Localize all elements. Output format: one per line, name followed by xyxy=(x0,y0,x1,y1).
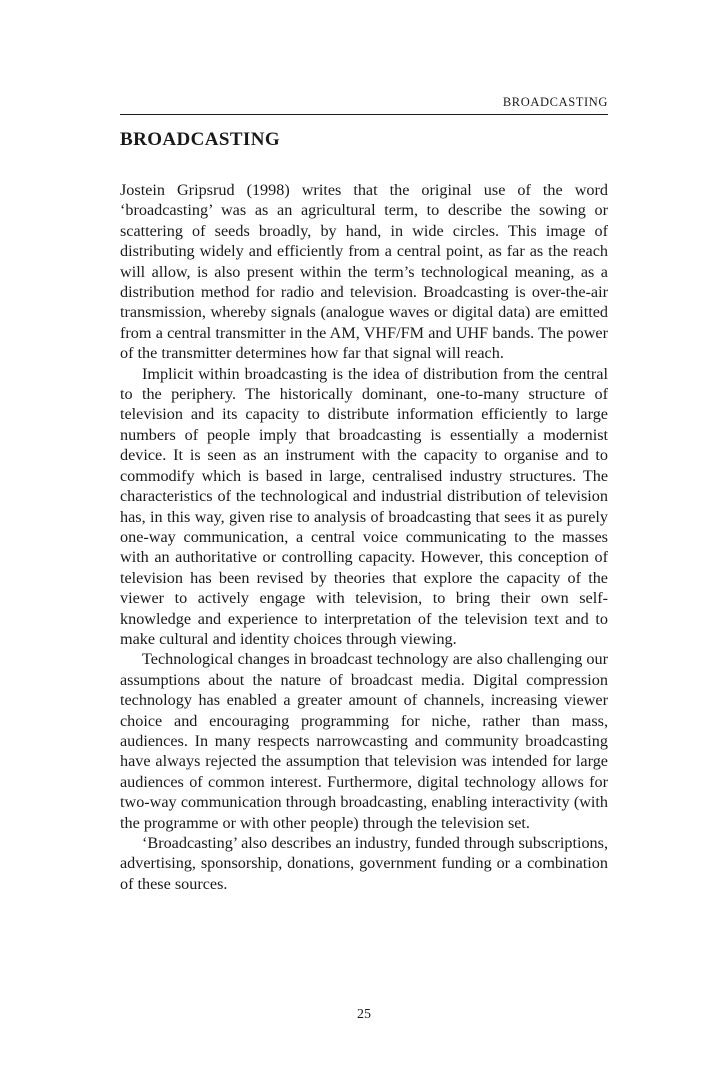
entry-title: BROADCASTING xyxy=(120,129,280,150)
header-rule xyxy=(120,114,608,115)
paragraph-4: ‘Broadcasting’ also describes an industry, funded through subscriptions, advertising, sponsorship, donations, government funding or a combination of these sources. xyxy=(120,834,608,893)
paragraph-1: Jostein Gripsrud (1998) writes that the original use of the word ‘broadcasting’ was as an agricultural term, to describe the sowing or scattering of seeds broadly, by hand, in wide circles. This image of distributing widely and efficiently from a central point, as far as the reach will allow, is also present within the term’s technological meaning, as a distribution method for radio and television. Broadcasting is over-the-air transmission, whereby signals (analogue waves or digital data) are emitted from a central transmitter in the AM, VHF/FM and UHF bands. The power of the transmitter determines how far that signal will reach. xyxy=(120,181,608,363)
page-number: 25 xyxy=(357,1007,371,1022)
paragraph-3: Technological changes in broadcast technology are also challenging our assumptions about the nature of broadcast media. Digital compression technology has enabled a greater amount of channels, increasing viewer choice and encouraging programming for niche, rather than mass, audiences. In many respects narrowcasting and community broadcasting have always rejected the assumption that television was intended for large audiences of common interest. Furthermore, digital technology allows for two-way communication through broadcasting, enabling interactivity (with the programme or with other people) through the television set. xyxy=(120,650,608,832)
paragraph-2: Implicit within broadcasting is the idea of distribution from the central to the periphery. The historically dominant, one-to-many structure of television and its capacity to distribute information efficiently to large numbers of people imply that broadcasting is essentially a modernist device. It is seen as an instrument with the capacity to organise and to commodify which is based in large, centralised industry structures. The characteristics of the technological and industrial distribution of television has, in this way, given rise to analysis of broadcasting that sees it as purely one-way communication, a central voice communicating to the masses with an authoritative or controlling capacity. However, this conception of television has been revised by theories that explore the capacity of the viewer to actively engage with television, to bring their own self-knowledge and experience to interpretation of the television text and to make cultural and identity choices through viewing. xyxy=(120,364,608,648)
running-head: BROADCASTING xyxy=(502,95,608,109)
entry-body xyxy=(120,180,608,894)
